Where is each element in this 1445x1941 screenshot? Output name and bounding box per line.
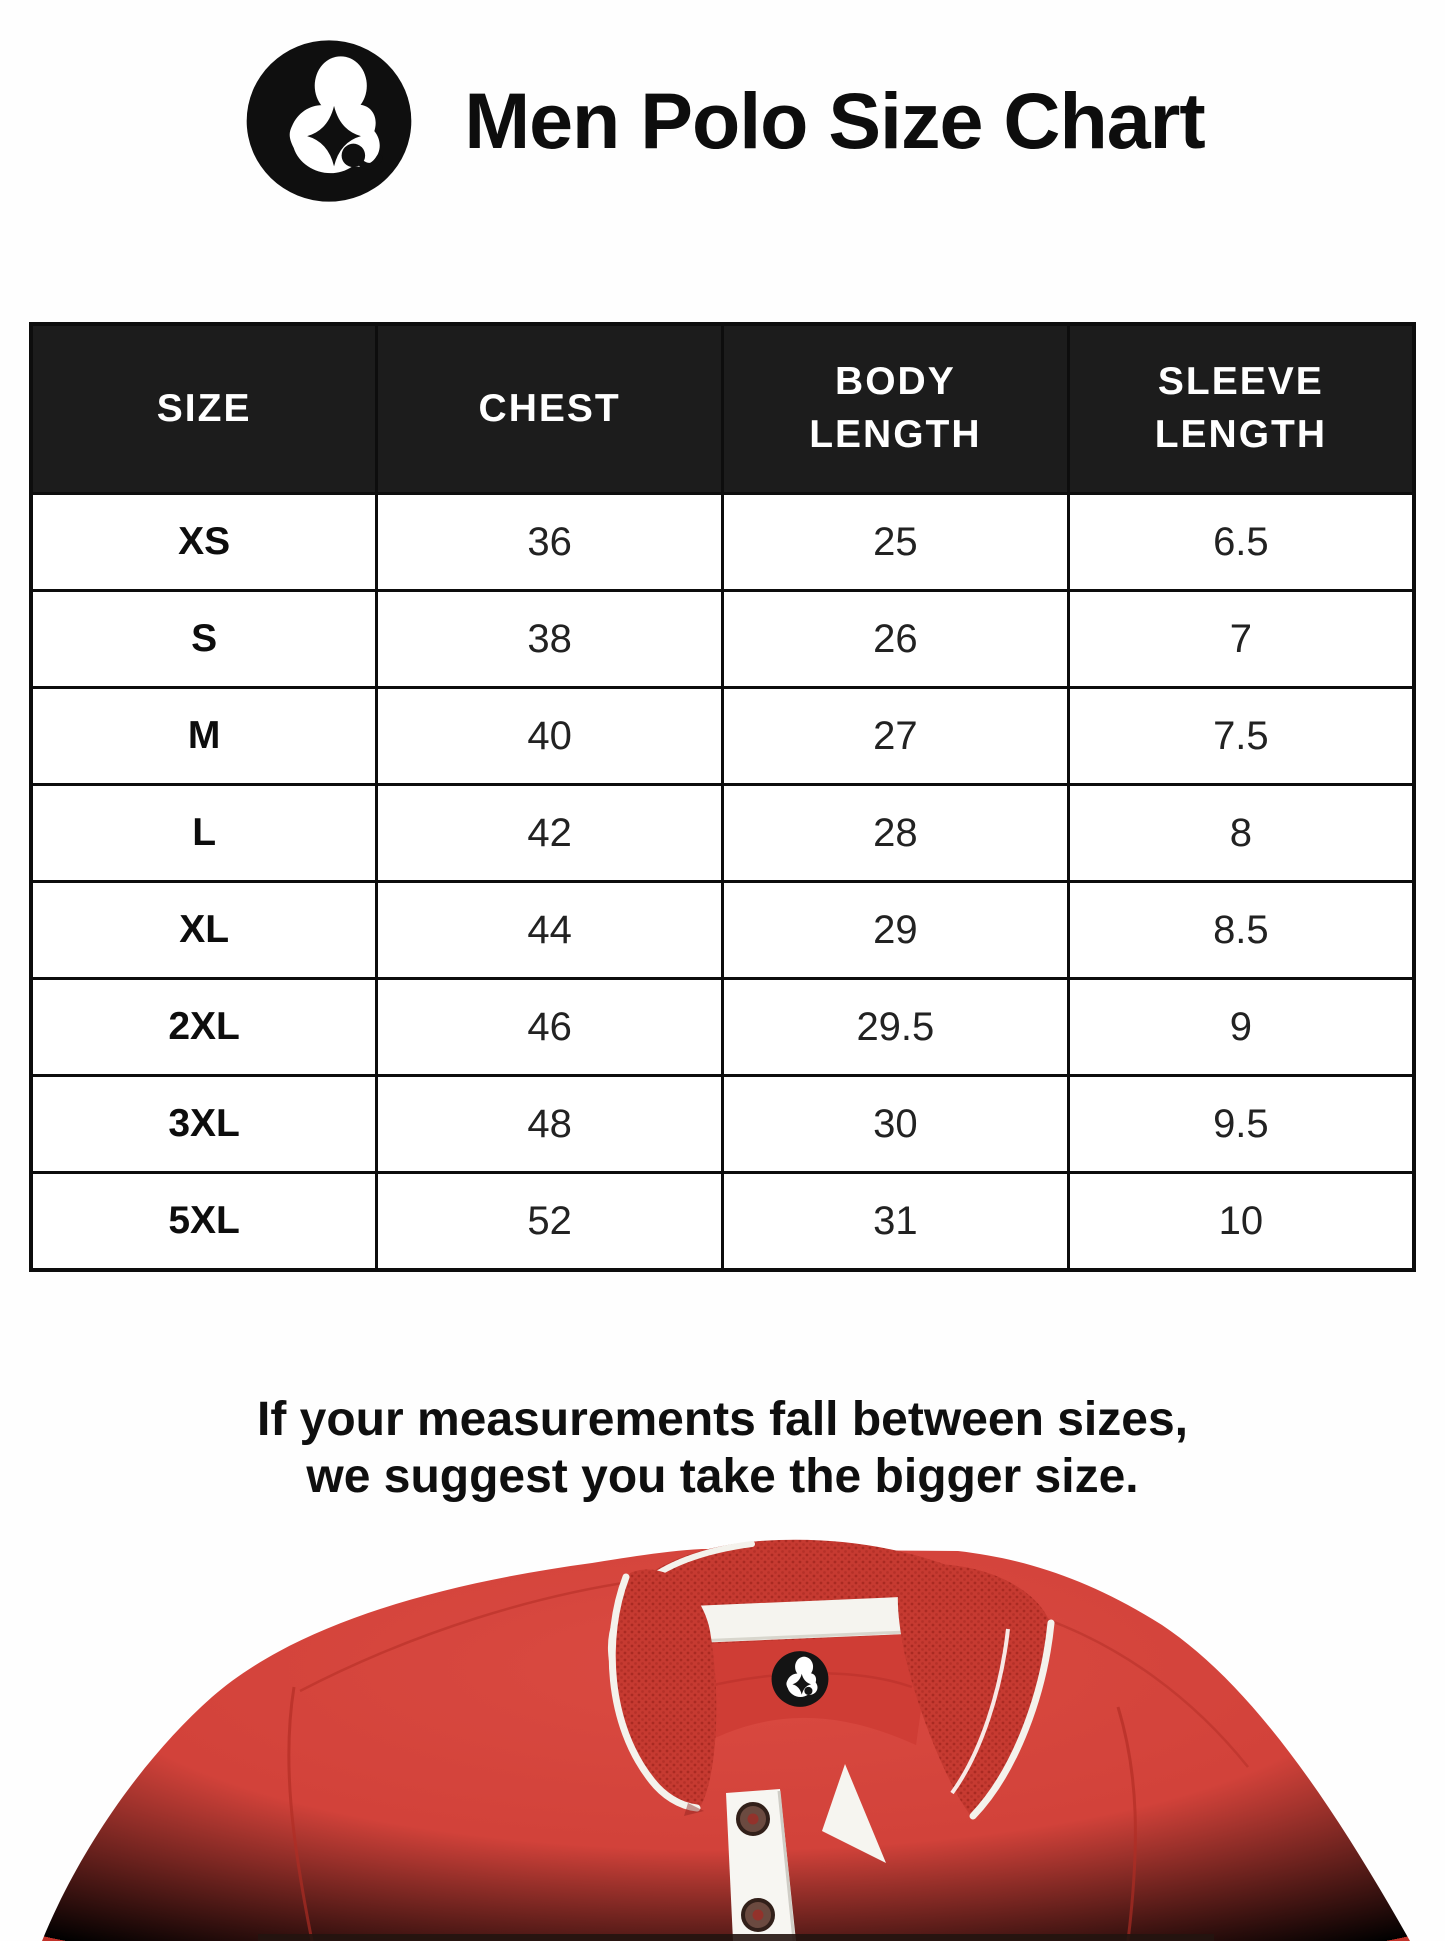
col-header-sleeve-length: SLEEVE LENGTH [1068, 324, 1414, 494]
cell-sleeve-length: 10 [1068, 1173, 1414, 1271]
cell-sleeve-length: 6.5 [1068, 494, 1414, 591]
header [0, 0, 1445, 206]
cell-body-length: 28 [723, 785, 1069, 882]
brand-logo-svg [240, 37, 418, 205]
table-row-s [31, 591, 1414, 688]
cell-size: 5XL [31, 1173, 377, 1271]
placket-button-bottom [743, 1900, 773, 1930]
sizing-note-line2: we suggest you take the bigger size. [306, 1449, 1139, 1503]
photo-bottom-strip [258, 1934, 1214, 1941]
cell-body-length: 27 [723, 688, 1069, 785]
cell-sleeve-length: 8 [1068, 785, 1414, 882]
table-row-5xl [31, 1173, 1414, 1271]
table-row-xl [31, 882, 1414, 979]
table-row-2xl [31, 979, 1414, 1076]
cell-chest: 48 [377, 1076, 723, 1173]
size-table [29, 322, 1416, 1272]
brand-logo-icon [240, 37, 418, 205]
table-row-xs [31, 494, 1414, 591]
cell-sleeve-length: 7 [1068, 591, 1414, 688]
page-title: Men Polo Size Chart [464, 76, 1205, 165]
table-row-3xl [31, 1076, 1414, 1173]
cell-sleeve-length: 9 [1068, 979, 1414, 1076]
cell-size: XS [31, 494, 377, 591]
product-photo [0, 1511, 1445, 1941]
cell-size: 3XL [31, 1076, 377, 1173]
cell-size: M [31, 688, 377, 785]
cell-chest: 36 [377, 494, 723, 591]
cell-chest: 40 [377, 688, 723, 785]
cell-body-length: 29 [723, 882, 1069, 979]
table-row-m [31, 688, 1414, 785]
cell-sleeve-length: 8.5 [1068, 882, 1414, 979]
table-row-l [31, 785, 1414, 882]
cell-size: S [31, 591, 377, 688]
cell-body-length: 29.5 [723, 979, 1069, 1076]
cell-chest: 46 [377, 979, 723, 1076]
cell-sleeve-length: 7.5 [1068, 688, 1414, 785]
cell-body-length: 30 [723, 1076, 1069, 1173]
neck-logo-badge [772, 1651, 829, 1707]
col-header-body-length: BODY LENGTH [723, 324, 1069, 494]
polo-shirt-illustration [0, 1511, 1445, 1941]
size-table-header [31, 324, 1414, 494]
cell-chest: 52 [377, 1173, 723, 1271]
col-header-size: SIZE [31, 324, 377, 494]
cell-chest: 38 [377, 591, 723, 688]
sizing-note-line1: If your measurements fall between sizes, [256, 1393, 1188, 1446]
cell-sleeve-length: 9.5 [1068, 1076, 1414, 1173]
placket-button-top [738, 1804, 768, 1834]
cell-size: XL [31, 882, 377, 979]
cell-chest: 42 [377, 785, 723, 882]
cell-chest: 44 [377, 882, 723, 979]
cell-body-length: 25 [723, 494, 1069, 591]
size-table-body [31, 494, 1414, 1271]
cell-size: L [31, 785, 377, 882]
header-row [31, 324, 1414, 494]
sizing-note [0, 1392, 1445, 1505]
cell-body-length: 31 [723, 1173, 1069, 1271]
cell-body-length: 26 [723, 591, 1069, 688]
col-header-chest: CHEST [377, 324, 723, 494]
cell-size: 2XL [31, 979, 377, 1076]
